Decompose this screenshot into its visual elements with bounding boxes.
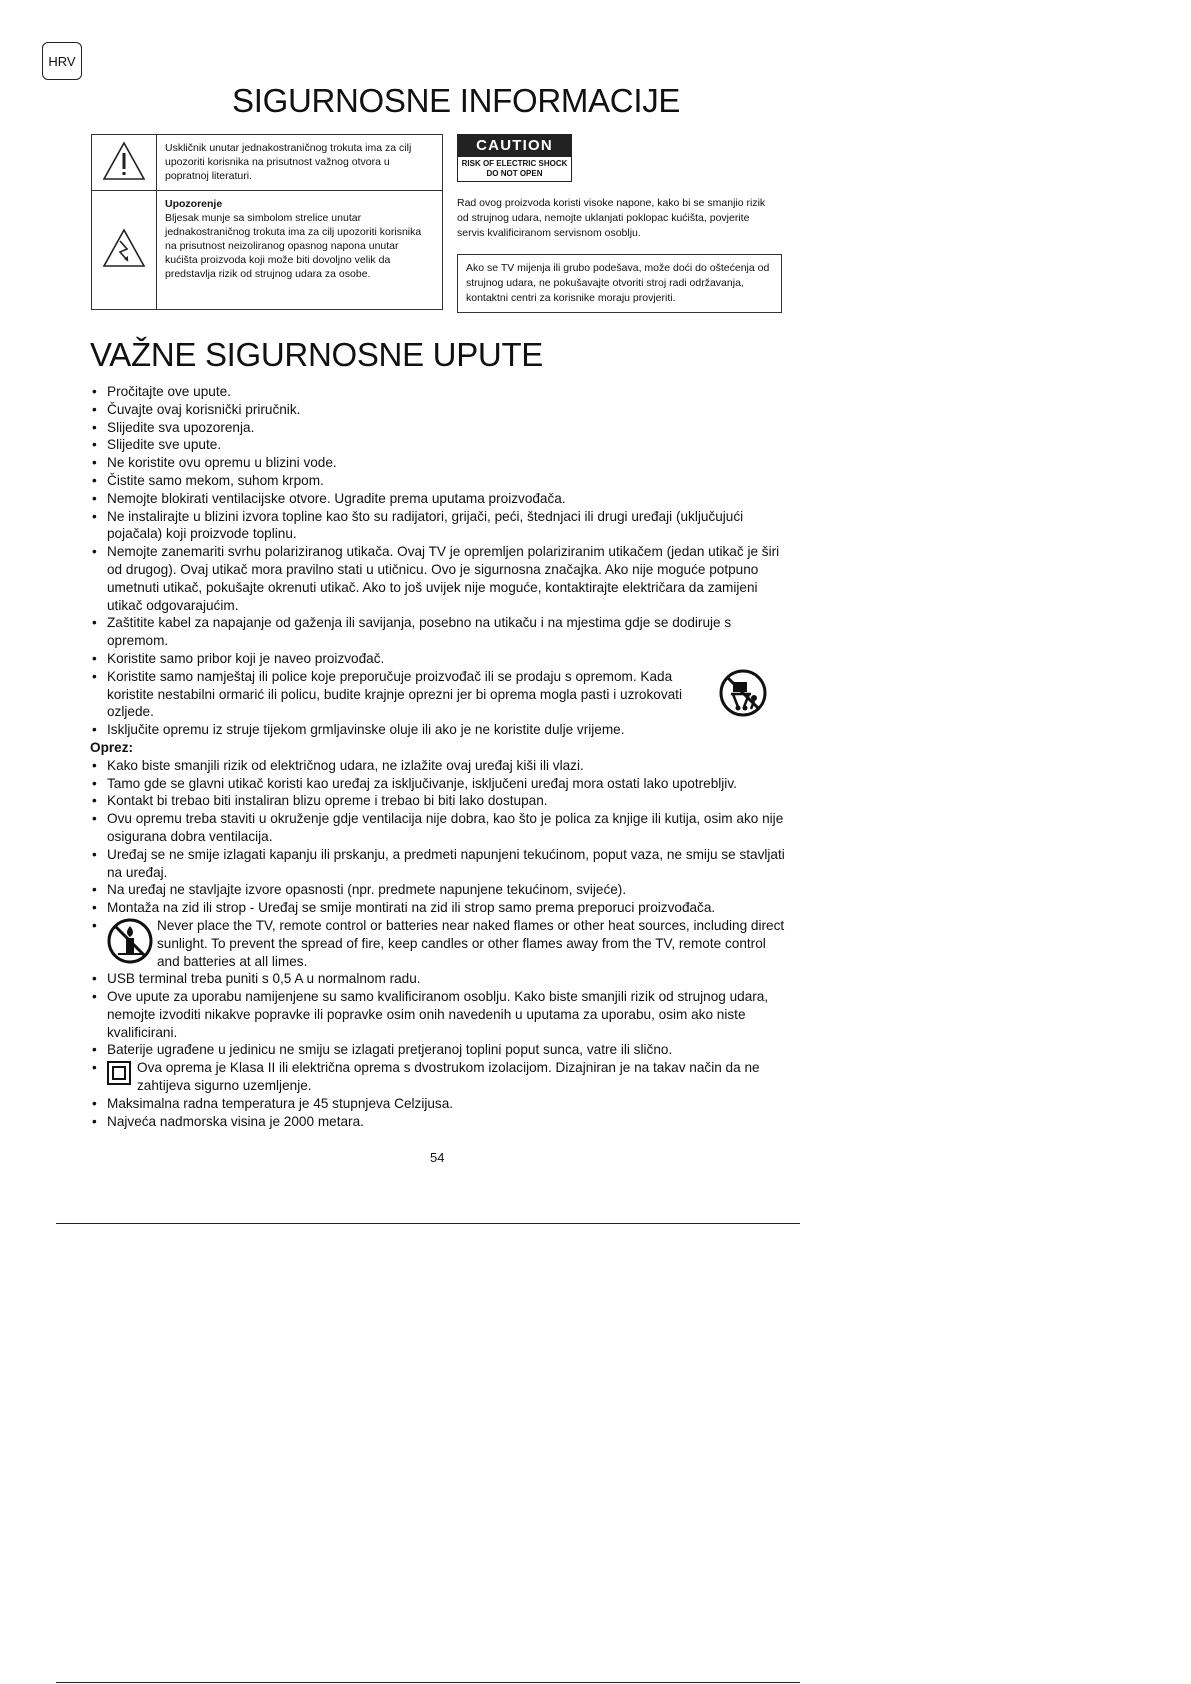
caution-description: Rad ovog proizvoda koristi visoke napone, kako bi se smanjio rizik od strujnog udara, nemojte uklanjati poklopac kućišta, povjerite servis kvalificiranom servisnom osoblju.: [457, 197, 766, 239]
caution-label: [457, 134, 572, 182]
no-open-flame-icon: [107, 918, 153, 964]
instructions-list: [90, 383, 790, 739]
list-item: • Slijedite sva upozorenja.: [90, 419, 790, 437]
exclamation-triangle-icon: [102, 141, 146, 181]
list-item: • Baterije ugrađene u jedinicu ne smiju se izlagati pretjeranoj toplini poput sunca, vatre ili slično.: [90, 1041, 790, 1059]
lightning-description: [157, 191, 443, 310]
page-title: SIGURNOSNE INFORMACIJE: [232, 82, 681, 119]
warning-text: Bljesak munje sa simbolom strelice unutar jednakostraničnog trokuta ima za cilj upozoriti korisnika na prisutnost neizoliranog opasnog napona unutar kućišta proizvoda koji može biti dovoljno velik da predstavlja rizik od strujnog udara za osobe.: [165, 212, 422, 280]
divider: [56, 1682, 800, 1683]
instructions-content: [90, 383, 790, 1130]
list-item: • Slijedite sve upute.: [90, 436, 790, 454]
class-ii-text: Ova oprema je Klasa II ili električna oprema s dvostrukom izolacijom. Dizajniran je na takav način da ne zahtijeva sigurno uzemljenje.: [137, 1060, 760, 1094]
list-item: • Uređaj se ne smije izlagati kapanju ili prskanju, a predmeti napunjeni tekućinom, poput vaza, ne smiju se stavljati na uređaj.: [90, 846, 790, 882]
caution-heading: Oprez:: [90, 739, 134, 755]
warning-heading: Upozorenje: [165, 198, 223, 210]
list-item: • Tamo gde se glavni utikač koristi kao uređaj za isključivanje, isključeni uređaj mora ostati lako upotrebljiv.: [90, 775, 790, 793]
list-item: • Najveća nadmorska visina je 2000 metara.: [90, 1113, 790, 1131]
exclamation-description: Uskličnik unutar jednakostraničnog trokuta ima za cilj upozoriti korisnika na prisutnost važnog otvora u popratnoj literaturi.: [157, 135, 443, 191]
section-title: VAŽNE SIGURNOSNE UPUTE: [90, 336, 544, 373]
list-item: • Čistite samo mekom, suhom krpom.: [90, 472, 790, 490]
list-item: • Čuvajte ovaj korisnički priručnik.: [90, 401, 790, 419]
caution-sub-line2: DO NOT OPEN: [486, 169, 543, 178]
divider: [56, 1223, 800, 1224]
list-item: • Kako biste smanjili rizik od električnog udara, ne izlažite ovaj uređaj kiši ili vlazi.: [90, 757, 790, 775]
list-item-class-ii: [90, 1059, 790, 1095]
page-number: 54: [430, 1150, 445, 1165]
lightning-triangle-icon: [102, 228, 146, 268]
caution-sub-line1: RISK OF ELECTRIC SHOCK: [461, 159, 568, 168]
cart-tip-over-icon: [718, 668, 768, 718]
list-item: • Ne koristite ovu opremu u blizini vode.: [90, 454, 790, 472]
list-item: • Kontakt bi trebao biti instaliran blizu opreme i trebao bi biti lako dostupan.: [90, 792, 790, 810]
list-item: • Montaža na zid ili strop - Uređaj se smije montirati na zid ili strop samo prema preporuci proizvođača.: [90, 899, 790, 917]
list-item: • Nemojte zanemariti svrhu polariziranog utikača. Ovaj TV je opremljen polariziranim utikačem (jedan utikač je širi od drugog). Ovaj utikač mora pravilno stati u utičnicu. Ovo je sigurnosna značajka. Ako nije moguće potpuno umetnuti utikač, pokušajte okrenuti utikač. Ako to još uvijek nije moguće, kontaktirajte električara da zamijeni utikač odgovarajućim.: [90, 543, 790, 614]
list-item: • Maksimalna radna temperatura je 45 stupnjeva Celzijusa.: [90, 1095, 790, 1113]
list-item: • Pročitajte ove upute.: [90, 383, 790, 401]
maintenance-notice: Ako se TV mijenja ili grubo podešava, može doći do oštećenja od strujnog udara, ne pokušavajte otvoriti stroj radi održavanja, kontaktni centri za korisnike moraju provjeriti.: [457, 254, 782, 313]
list-item: • Koristite samo pribor koji je naveo proizvođač.: [90, 650, 790, 668]
list-item-cart: [90, 668, 790, 721]
list-item: • Ne instalirajte u blizini izvora topline kao što su radijatori, grijači, peći, štednjaci ili drugi uređaji (uključujući pojačala) koji proizvode toplinu.: [90, 508, 790, 544]
list-item: • Isključite opremu iz struje tijekom grmljavinske oluje ili ako je ne koristite dulje vrijeme.: [90, 721, 790, 739]
list-item: • Nemojte blokirati ventilacijske otvore. Ugradite prema uputama proizvođača.: [90, 490, 790, 508]
list-item: • USB terminal treba puniti s 0,5 A u normalnom radu.: [90, 970, 790, 988]
double-insulation-icon: [107, 1061, 131, 1085]
list-item: • Zaštitite kabel za napajanje od gaženja ili savijanja, posebno na utikaču i na mjestima gdje se dodiruje s opremom.: [90, 614, 790, 650]
list-item: • Na uređaj ne stavljajte izvore opasnosti (npr. predmete napunjene tekućinom, svijeće).: [90, 881, 790, 899]
list-item-fire: [90, 917, 790, 970]
cart-warning-text: Koristite samo namještaj ili police koje preporučuje proizvođač ili se prodaju s opremom. Kada koristite nestabilni ormarić ili policu, budite krajnje oprezni jer bi oprema mogla pasti i uzrokovati ozljede.: [107, 668, 682, 720]
warning-symbols-table: [91, 134, 443, 310]
lightning-symbol-cell: [92, 191, 157, 310]
caution-subtitle: [457, 157, 572, 182]
fire-warning-text: Never place the TV, remote control or batteries near naked flames or other heat sources, including direct sunlight. To prevent the spread of fire, keep candles or other flames away from the TV, remote control and batteries at all limes.: [157, 917, 785, 969]
exclamation-symbol-cell: [92, 135, 157, 191]
lightning-row: [92, 191, 443, 310]
language-tag: HRV: [42, 42, 82, 80]
exclamation-row: [92, 135, 443, 191]
list-item: • Ove upute za uporabu namijenjene su samo kvalificiranom osoblju. Kako biste smanjili rizik od strujnog udara, nemojte izvoditi nikakve popravke ili popravke osim onih navedenih u uputama za uporabu, osim ako niste kvalificirani.: [90, 988, 790, 1041]
cautions-list: [90, 757, 790, 1131]
list-item: • Ovu opremu treba staviti u okruženje gdje ventilacija nije dobra, kao što je polica za knjige ili kutija, osim ako nije osigurana dobra ventilacija.: [90, 810, 790, 846]
caution-title: CAUTION: [457, 134, 572, 157]
